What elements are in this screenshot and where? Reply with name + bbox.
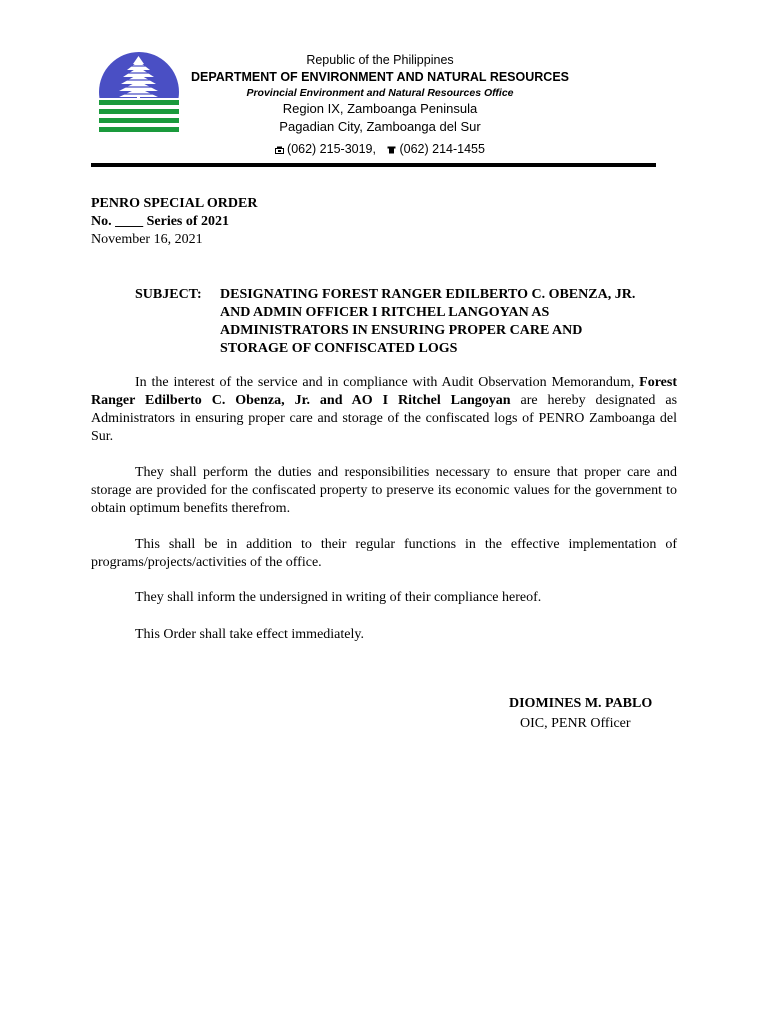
paragraph-5: This Order shall take effect immediately. bbox=[135, 627, 364, 642]
subject-line: ADMINISTRATORS IN ENSURING PROPER CARE AND bbox=[220, 323, 583, 338]
phone-icon bbox=[275, 146, 284, 154]
paragraph-2 bbox=[91, 464, 677, 518]
department-name: DEPARTMENT OF ENVIRONMENT AND NATURAL RESOURCES bbox=[190, 70, 569, 84]
paragraph-2-text: They shall perform the duties and responsibilities necessary to ensure that proper care and storage are provided for the confiscated property to preserve its economic values for the government to obtain optimum benefits therefrom. bbox=[91, 465, 677, 516]
designees: Forest Ranger Edilberto C. Obenza, Jr. and AO I Ritchel Langoyan bbox=[91, 375, 678, 408]
order-type: PENRO SPECIAL ORDER bbox=[91, 196, 258, 211]
city-line: Pagadian City, Zamboanga del Sur bbox=[279, 119, 481, 134]
phone-number: (062) 215-3019, bbox=[287, 142, 376, 156]
order-header bbox=[91, 195, 257, 249]
signatory-title: OIC, PENR Officer bbox=[520, 716, 631, 731]
paragraph-1-start: In the interest of the service and in compliance with Audit Observation Memorandum, bbox=[135, 375, 635, 390]
order-number: No. ____ Series of 2021 bbox=[91, 214, 230, 229]
fax-number: (062) 214-1455 bbox=[399, 142, 485, 156]
subject-line: STORAGE OF CONFISCATED LOGS bbox=[220, 341, 458, 356]
order-date: November 16, 2021 bbox=[91, 232, 203, 247]
paragraph-3 bbox=[91, 536, 677, 572]
denr-logo bbox=[97, 48, 181, 134]
paragraph-4: They shall inform the undersigned in writing of their compliance hereof. bbox=[135, 590, 542, 605]
letterhead bbox=[180, 52, 580, 157]
office-name: Provincial Environment and Natural Resources Office bbox=[246, 87, 514, 99]
fax-icon bbox=[387, 146, 396, 154]
contact-line bbox=[180, 141, 580, 157]
header-divider bbox=[91, 163, 656, 167]
paragraph-1-end: are hereby designated as Administrators in ensuring proper care and storage of the confiscated logs of PENRO Zamboanga del Sur. bbox=[91, 393, 678, 444]
region-line: Region IX, Zamboanga Peninsula bbox=[282, 101, 478, 116]
subject-text bbox=[220, 286, 680, 358]
subject-line: DESIGNATING FOREST RANGER EDILBERTO C. OBENZA, JR. bbox=[220, 287, 636, 302]
republic-line: Republic of the Philippines bbox=[306, 53, 454, 67]
subject-line: AND ADMIN OFFICER I RITCHEL LANGOYAN AS bbox=[220, 305, 550, 320]
subject-label: SUBJECT: bbox=[135, 287, 202, 302]
paragraph-1 bbox=[91, 374, 677, 446]
paragraph-3-text: This shall be in addition to their regular functions in the effective implementation of programs/projects/activities of the office. bbox=[91, 537, 677, 570]
signatory-name: DIOMINES M. PABLO bbox=[509, 696, 653, 711]
